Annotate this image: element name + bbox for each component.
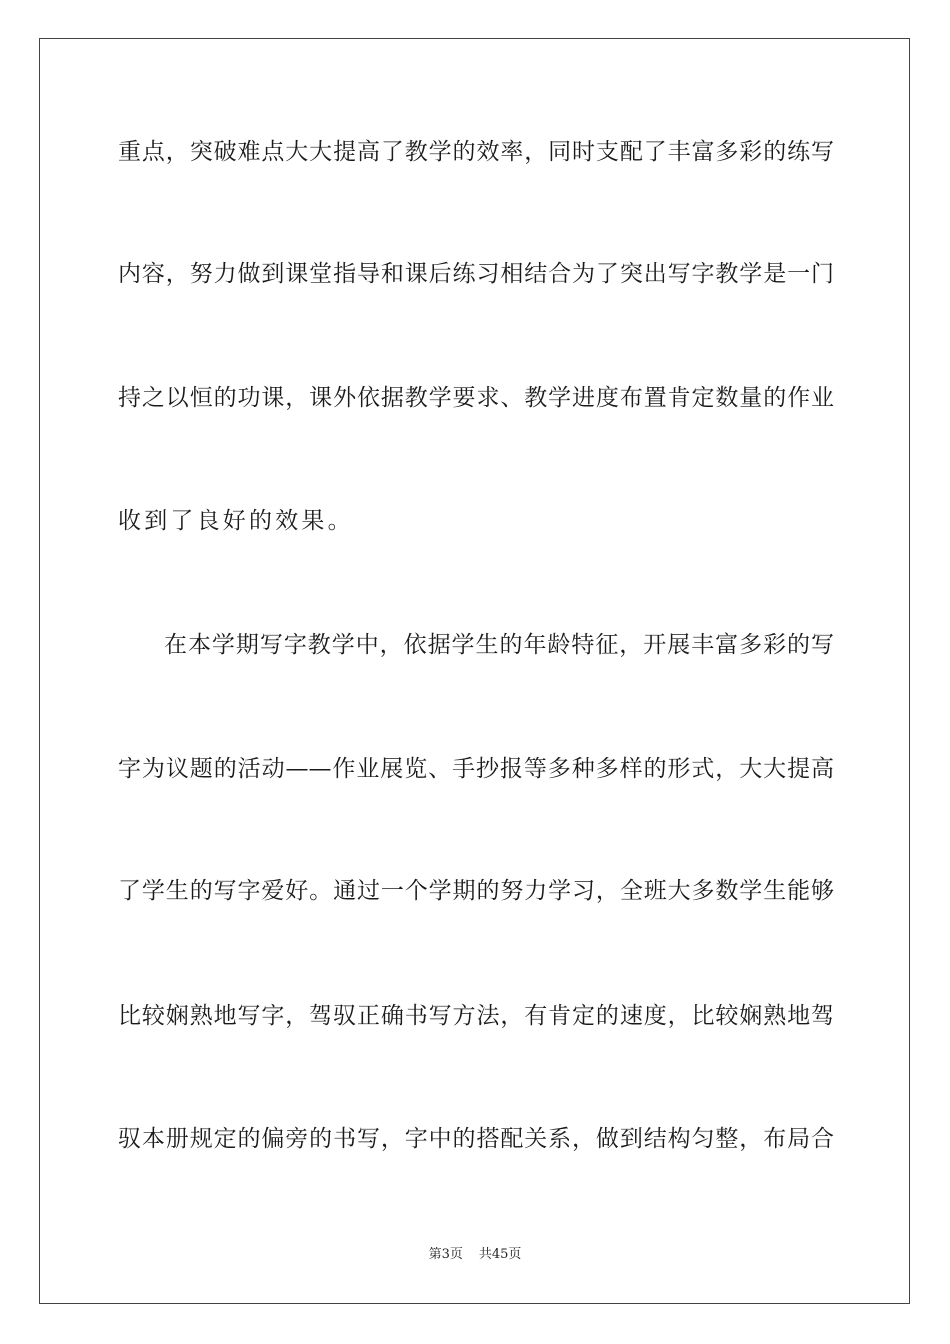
body-text-line-7: 了学生的写字爱好。通过一个学期的努力学习，全班大多数学生能够 bbox=[118, 878, 834, 904]
body-text-line-8: 比较娴熟地写字，驾驭正确书写方法，有肯定的速度，比较娴熟地驾 bbox=[118, 1003, 834, 1029]
body-text-line-6: 字为议题的活动——作业展览、手抄报等多种多样的形式，大大提高 bbox=[118, 756, 834, 782]
page-total: 共45页 bbox=[478, 1247, 522, 1262]
body-text-line-2: 内容，努力做到课堂指导和课后练习相结合为了突出写字教学是一门 bbox=[118, 261, 834, 287]
page-footer bbox=[0, 1246, 950, 1264]
body-text-line-1: 重点，突破难点大大提高了教学的效率，同时支配了丰富多彩的练写 bbox=[118, 139, 834, 165]
page-border bbox=[39, 38, 910, 1304]
page-number: 第3页 bbox=[428, 1247, 463, 1262]
body-text-line-4: 收到了良好的效果。 bbox=[118, 508, 354, 534]
body-text-line-5-paragraph-start: 在本学期写字教学中，依据学生的年龄特征，开展丰富多彩的写 bbox=[164, 632, 834, 658]
body-text-line-3: 持之以恒的功课，课外依据教学要求、教学进度布置肯定数量的作业 bbox=[118, 385, 834, 411]
body-text-line-9: 驭本册规定的偏旁的书写，字中的搭配关系，做到结构匀整，布局合 bbox=[118, 1126, 834, 1152]
